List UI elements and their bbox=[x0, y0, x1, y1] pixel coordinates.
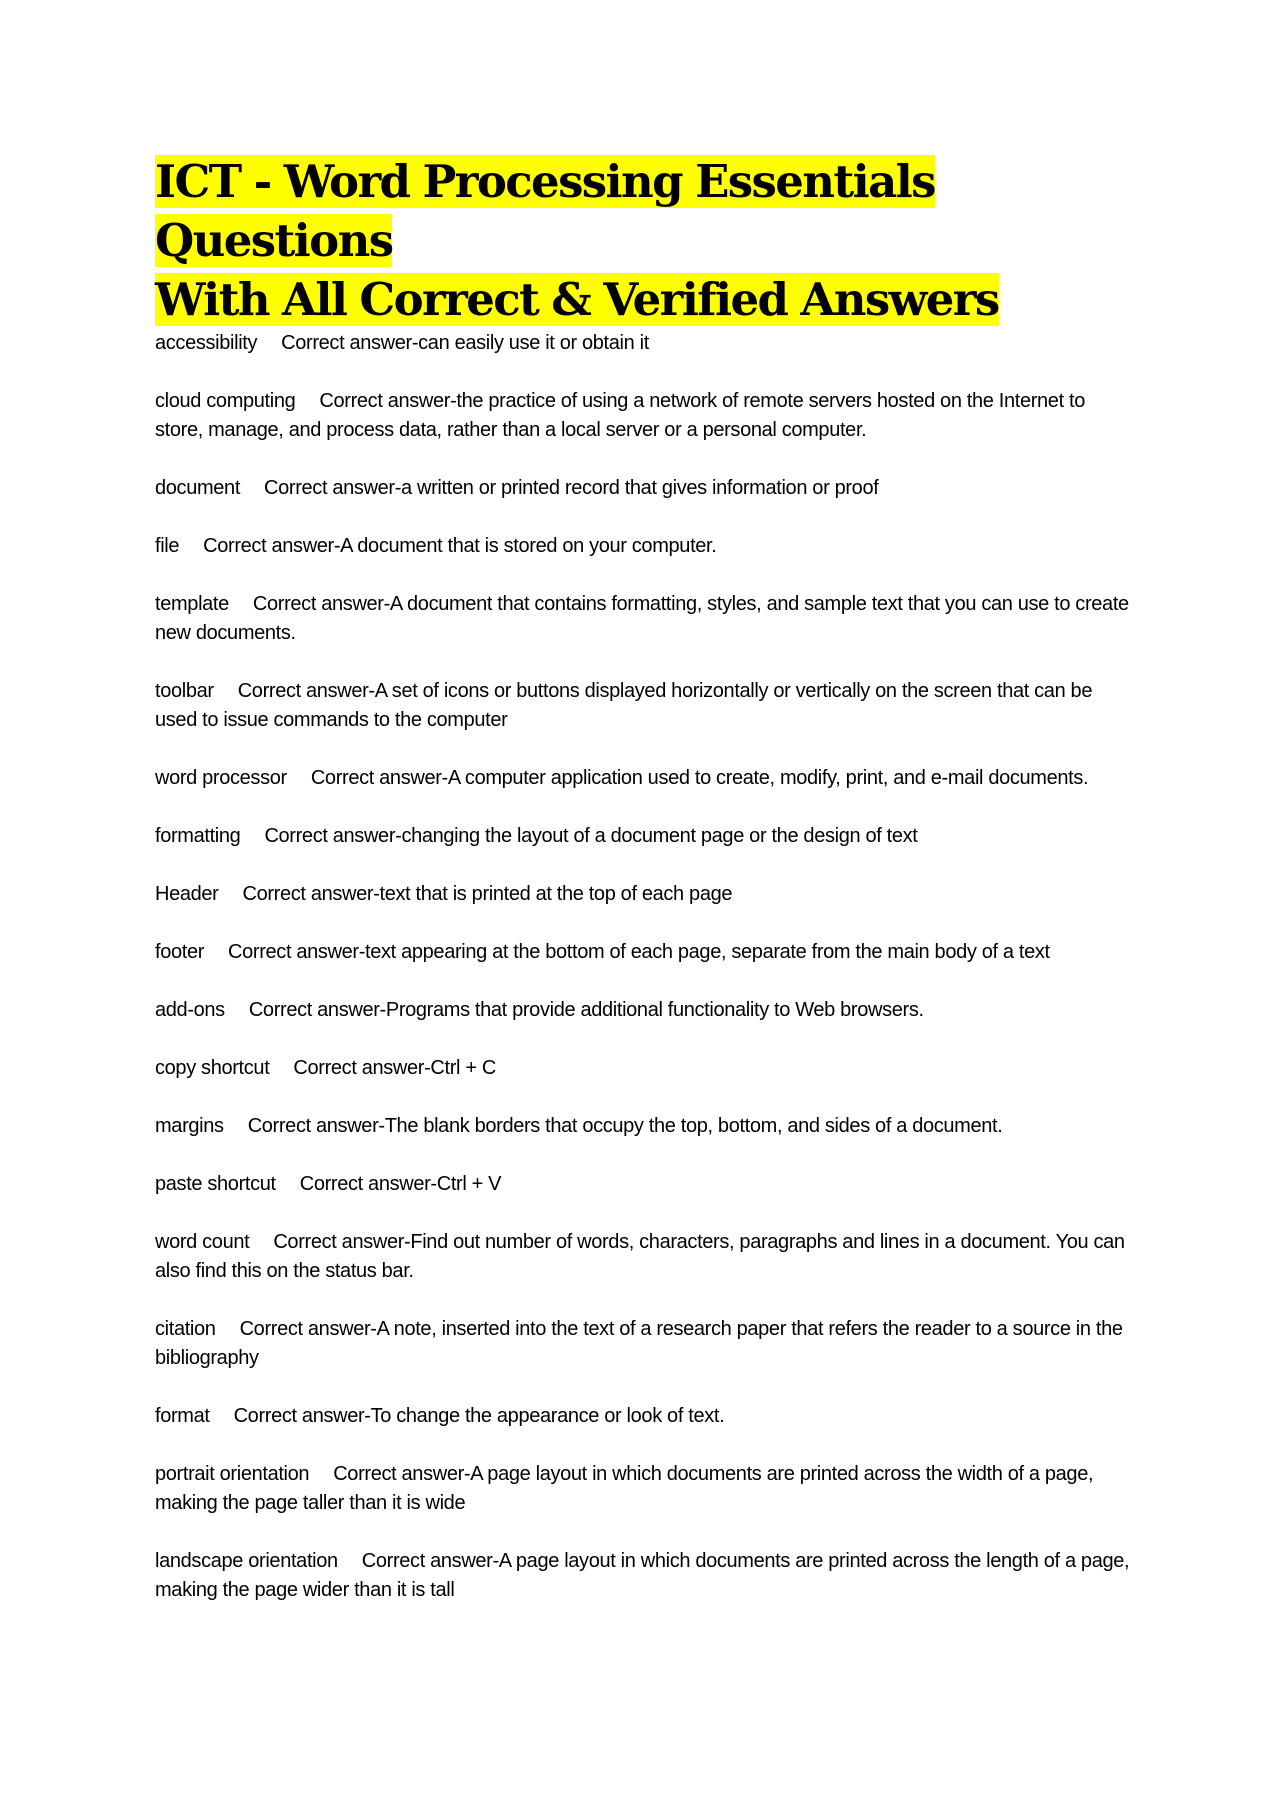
entry-term: format bbox=[155, 1405, 210, 1427]
entry-answer: Correct answer-the practice of using a network of remote servers hosted on the Internet to store, manage, and process data, rather than a local server or a personal computer. bbox=[155, 390, 1085, 441]
entry-answer: Correct answer-text appearing at the bottom of each page, separate from the main body of a text bbox=[228, 941, 1050, 963]
qa-entry bbox=[155, 387, 1135, 445]
qa-entry bbox=[155, 1315, 1135, 1373]
entry-answer: Correct answer-a written or printed record that gives information or proof bbox=[264, 477, 879, 499]
entry-term: file bbox=[155, 535, 180, 557]
entry-term: formatting bbox=[155, 825, 241, 847]
entry-answer: Correct answer-A set of icons or buttons displayed horizontally or vertically on the screen that can be used to issue commands to the computer bbox=[155, 680, 1093, 731]
entry-answer: Correct answer-Programs that provide additional functionality to Web browsers. bbox=[248, 999, 924, 1021]
qa-entry bbox=[155, 1170, 1135, 1199]
entry-answer: Correct answer-Ctrl + V bbox=[299, 1173, 502, 1195]
entry-answer: Correct answer-changing the layout of a document page or the design of text bbox=[264, 825, 918, 847]
entry-term: Header bbox=[155, 883, 219, 905]
qa-list bbox=[155, 329, 1135, 1605]
entry-answer: Correct answer-Find out number of words, characters, paragraphs and lines in a document. You can also find this on the status bar. bbox=[155, 1231, 1125, 1282]
entry-term: portrait orientation bbox=[155, 1463, 310, 1485]
qa-entry bbox=[155, 880, 1135, 909]
document-page bbox=[155, 152, 1135, 1634]
qa-entry bbox=[155, 938, 1135, 967]
entry-answer: Correct answer-A page layout in which documents are printed across the width of a page, making the page taller than it is wide bbox=[155, 1463, 1094, 1514]
entry-term: copy shortcut bbox=[155, 1057, 270, 1079]
entry-term: toolbar bbox=[155, 680, 214, 702]
entry-answer: Correct answer-A note, inserted into the text of a research paper that refers the reader to a source in the bibliography bbox=[155, 1318, 1123, 1369]
entry-answer: Correct answer-A document that is stored on your computer. bbox=[203, 535, 717, 557]
entry-term: document bbox=[155, 477, 241, 499]
qa-entry bbox=[155, 1228, 1135, 1286]
qa-entry bbox=[155, 822, 1135, 851]
entry-term: word processor bbox=[155, 767, 287, 789]
qa-entry bbox=[155, 1054, 1135, 1083]
entry-answer: Correct answer-A computer application used to create, modify, print, and e-mail documents. bbox=[310, 767, 1089, 789]
title-line-2: With All Correct & Verified Answers bbox=[155, 273, 999, 326]
entry-term: paste shortcut bbox=[155, 1173, 276, 1195]
qa-entry bbox=[155, 677, 1135, 735]
qa-entry bbox=[155, 1460, 1135, 1518]
entry-answer: Correct answer-A document that contains formatting, styles, and sample text that you can use to create new documents. bbox=[155, 593, 1129, 644]
entry-answer: Correct answer-can easily use it or obtain it bbox=[281, 332, 649, 354]
document-title bbox=[155, 152, 1135, 329]
entry-term: add-ons bbox=[155, 999, 225, 1021]
entry-answer: Correct answer-A page layout in which documents are printed across the length of a page, making the page wider than it is tall bbox=[155, 1550, 1130, 1601]
entry-term: citation bbox=[155, 1318, 216, 1340]
qa-entry bbox=[155, 1402, 1135, 1431]
entry-term: landscape orientation bbox=[155, 1550, 338, 1572]
qa-entry bbox=[155, 1547, 1135, 1605]
entry-answer: Correct answer-To change the appearance or look of text. bbox=[233, 1405, 725, 1427]
qa-entry bbox=[155, 329, 1135, 358]
entry-term: template bbox=[155, 593, 229, 615]
qa-entry bbox=[155, 590, 1135, 648]
entry-term: margins bbox=[155, 1115, 224, 1137]
qa-entry bbox=[155, 996, 1135, 1025]
qa-entry bbox=[155, 764, 1135, 793]
qa-entry bbox=[155, 474, 1135, 503]
qa-entry bbox=[155, 1112, 1135, 1141]
entry-term: accessibility bbox=[155, 332, 258, 354]
entry-term: word count bbox=[155, 1231, 250, 1253]
entry-term: footer bbox=[155, 941, 205, 963]
title-line-1: ICT - Word Processing Essentials Questions bbox=[155, 155, 935, 267]
entry-term: cloud computing bbox=[155, 390, 296, 412]
qa-entry bbox=[155, 532, 1135, 561]
entry-answer: Correct answer-The blank borders that occupy the top, bottom, and sides of a document. bbox=[247, 1115, 1003, 1137]
entry-answer: Correct answer-text that is printed at the top of each page bbox=[242, 883, 733, 905]
entry-answer: Correct answer-Ctrl + C bbox=[293, 1057, 496, 1079]
